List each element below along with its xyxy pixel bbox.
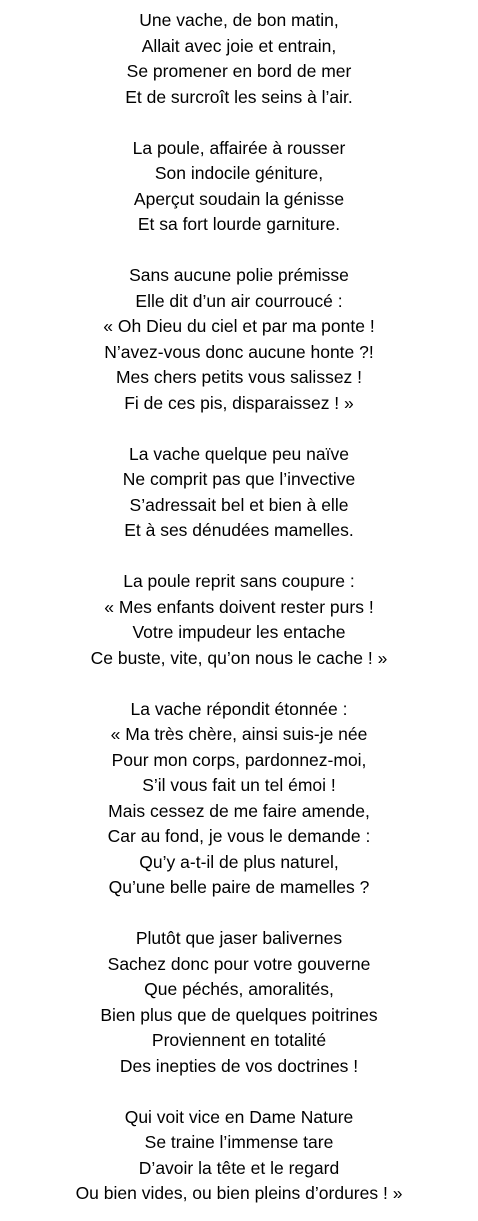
poem-line: Allait avec joie et entrain,: [141, 35, 337, 56]
poem-line: Son indocile géniture,: [154, 163, 324, 183]
poem-line: Et de surcroît les seins à l’air.: [125, 86, 353, 107]
poem-line: Proviennent en totalité: [151, 1030, 327, 1050]
poem-line: Qu’y a-t-il de plus naturel,: [139, 851, 339, 872]
poem-line: Des inepties de vos doctrines !: [119, 1055, 359, 1076]
poem-line: La poule reprit sans coupure :: [123, 571, 355, 591]
poem-line: N’avez-vous donc aucune honte ?!: [104, 341, 374, 362]
poem-line: « Oh Dieu du ciel et par ma ponte !: [103, 316, 375, 336]
stanza-8: [0, 1105, 478, 1207]
poem-line: Se traine l’immense tare: [144, 1132, 334, 1152]
poem-line: Une vache, de bon matin,: [139, 10, 339, 30]
poem-line: Car au fond, je vous le demande :: [107, 826, 371, 846]
poem-line: Qu’une belle paire de mamelles ?: [108, 877, 370, 897]
poem-line: La vache répondit étonnée :: [130, 698, 348, 719]
poem-line: S’il vous fait un tel émoi !: [142, 775, 336, 795]
poem-line: Ce buste, vite, qu’on nous le cache ! »: [90, 647, 388, 668]
stanza-5: [0, 569, 478, 671]
poem-line: Ou bien vides, ou bien pleins d’ordures ! »: [75, 1183, 403, 1203]
poem-line: Elle dit d’un air courroucé :: [135, 290, 343, 311]
poem-line: Ne comprit pas que l’invective: [122, 469, 356, 489]
poem-line: Sans aucune polie prémisse: [129, 265, 349, 285]
stanza-1: [0, 8, 478, 110]
stanza-3: [0, 263, 478, 416]
poem-line: Fi de ces pis, disparaissez ! »: [124, 392, 354, 413]
poem-line: « Mes enfants doivent rester purs !: [104, 596, 374, 617]
stanza-7: [0, 926, 478, 1079]
stanza-6: [0, 697, 478, 901]
poem-line: Bien plus que de quelques poitrines: [100, 1004, 378, 1025]
stanza-2: [0, 136, 478, 238]
poem-line: Et à ses dénudées mamelles.: [124, 520, 354, 540]
poem-line: S’adressait bel et bien à elle: [129, 494, 349, 515]
poem-line: Que péchés, amoralités,: [144, 979, 334, 999]
poem-line: Sachez donc pour votre gouverne: [107, 953, 371, 974]
poem-line: Et sa fort lourde garniture.: [137, 214, 341, 234]
poem-line: Votre impudeur les entache: [132, 622, 346, 642]
stanza-4: [0, 442, 478, 544]
poem-line: La poule, affairée à rousser: [132, 137, 346, 158]
poem-line: Plutôt que jaser balivernes: [135, 928, 343, 948]
poem-line: D’avoir la tête et le regard: [138, 1157, 340, 1178]
poem-line: « Ma très chère, ainsi suis-je née: [110, 724, 368, 744]
poem-line: Mais cessez de me faire amende,: [108, 800, 370, 821]
poem-line: Pour mon corps, pardonnez-moi,: [111, 749, 367, 770]
poem-line: Qui voit vice en Dame Nature: [124, 1106, 354, 1127]
poem-line: Aperçut soudain la génisse: [133, 188, 345, 209]
poem-line: La vache quelque peu naïve: [129, 443, 349, 464]
poem-line: Se promener en bord de mer: [126, 61, 352, 81]
poem-line: Mes chers petits vous salissez !: [115, 367, 363, 387]
